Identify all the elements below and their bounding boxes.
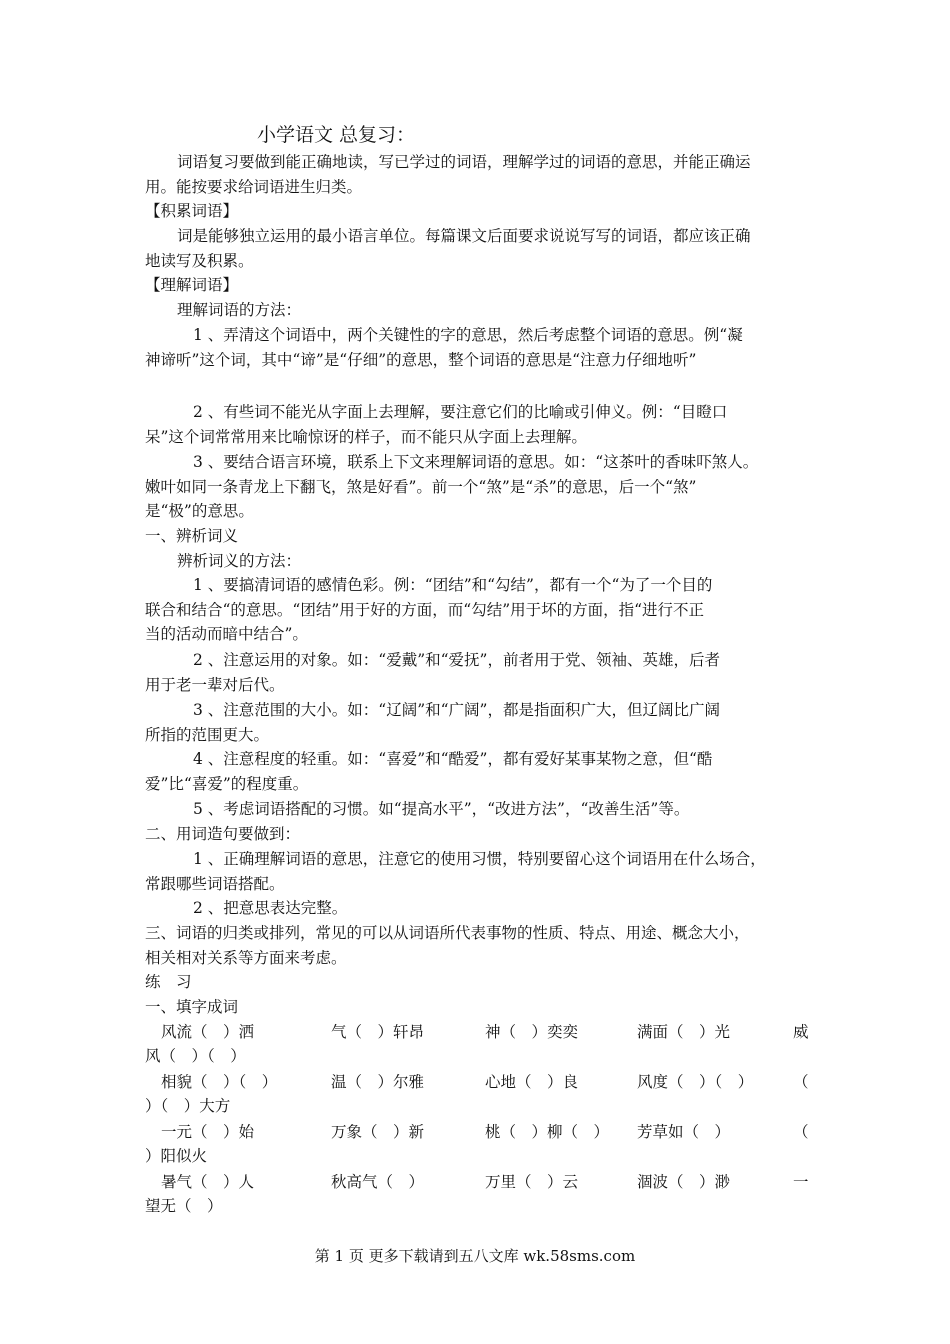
fill-item: 一: [793, 1173, 809, 1191]
fill-row-continuation: 望无（ ）: [145, 1197, 223, 1215]
fill-item: 满面（ ）光: [637, 1023, 731, 1041]
zaoju-item-line: 1 、正确理解词语的意思，注意它的使用习惯，特别要留心这个词语用在什么场合，: [193, 850, 766, 868]
fill-row: [145, 1170, 810, 1194]
lijie-item-1: [145, 323, 810, 372]
fill-item: （: [793, 1123, 809, 1141]
bianxi-item-line: 用于老一辈对后代。: [145, 675, 285, 694]
bianxi-item-line: 2 、注意运用的对象。如：“爱戴”和“爱抚”，前者用于党、领袖、英雄，后者: [193, 651, 720, 669]
lijie-item-line: 呆”这个词常常用来比喻惊讶的样子，而不能只从字面上去理解。: [145, 427, 587, 446]
bianxi-method: 辨析词义的方法：: [177, 552, 302, 570]
lijie-item-line: 3 、要结合语言环境，联系上下文来理解词语的意思。如：“这茶叶的香味吓煞人。: [193, 453, 759, 471]
bianxi-item-1: [145, 573, 810, 647]
fill-item: 秋高气（ ）: [331, 1173, 425, 1191]
zaoju-item-1: [145, 847, 810, 896]
lijie-item-line: 嫩叶如同一条青龙上下翻飞，煞是好看”。前一个“煞”是“杀”的意思，后一个“煞”: [145, 477, 697, 496]
bianxi-item-line: 联合和结合“的意思。“团结”用于好的方面，而“勾结”用于坏的方面，指“进行不正: [145, 600, 705, 619]
fill-item: 气（ ）轩昂: [331, 1023, 425, 1041]
fill-item: 神（ ）奕奕: [485, 1023, 579, 1041]
practice-heading: 练 习: [145, 973, 192, 991]
jilei-paragraph: [145, 224, 810, 273]
guilei-line: 三、词语的归类或排列，常见的可以从词语所代表事物的性质、特点、用途、概念大小，: [145, 924, 750, 942]
section-heading-zaoju: 二、用词造句要做到：: [145, 825, 301, 843]
fill-row-continuation: ）（ ）大方: [145, 1097, 231, 1115]
jilei-line: 词是能够独立运用的最小语言单位。每篇课文后面要求说说写写的词语，都应该正确: [177, 227, 751, 245]
fill-item: 风度（ ）（ ）: [637, 1073, 754, 1091]
lijie-item-line: 神谛听”这个词，其中“谛”是“仔细”的意思，整个词语的意思是“注意力仔细地听”: [145, 350, 697, 369]
guilei-paragraph: [145, 921, 810, 970]
fill-item: 心地（ ）良: [485, 1073, 579, 1091]
fill-row-continuation: 风（ ）（ ）: [145, 1047, 246, 1065]
fill-item: 风流（ ）洒: [161, 1023, 255, 1041]
fill-item: 威: [793, 1023, 809, 1041]
fill-row-continuation: ）阳似火: [145, 1147, 208, 1165]
bianxi-item-2: [145, 648, 810, 697]
lijie-item-line: 1 、弄清这个词语中，两个关键性的字的意思，然后考虑整个词语的意思。例“凝: [193, 326, 743, 344]
fill-item: 涸波（ ）渺: [637, 1173, 731, 1191]
intro-line: 用。能按要求给词语进生归类。: [145, 177, 363, 196]
bianxi-item-line: 当的活动而暗中结合”。: [145, 625, 308, 643]
bianxi-item-line: 爱”比“喜爱”的程度重。: [145, 774, 309, 793]
fill-item: 万象（ ）新: [331, 1123, 425, 1141]
fill-item: 芳草如（ ）: [637, 1123, 731, 1141]
fill-row: [145, 1020, 810, 1044]
section-heading-bianxi: 一、辨析词义: [145, 527, 239, 545]
bianxi-item-line: 3 、注意范围的大小。如：“辽阔”和“广阔”，都是指面积广大，但辽阔比广阔: [193, 701, 720, 719]
practice-subheading: 一、填字成词: [145, 998, 239, 1016]
fill-row: [145, 1120, 810, 1144]
section-heading-jilei: 【积累词语】: [145, 202, 239, 220]
page-footer: 第 1 页 更多下载请到五八文库 wk.58sms.com: [314, 1247, 636, 1265]
fill-item: 温（ ）尔雅: [331, 1073, 425, 1091]
lijie-item-3: [145, 450, 810, 524]
bianxi-item-line: 所指的范围更大。: [145, 725, 270, 744]
fill-row: [145, 1070, 810, 1094]
fill-item: 一元（ ）始: [161, 1123, 255, 1141]
bianxi-item-5: 5 、考虑词语搭配的习惯。如“提高水平”，“改进方法”，“改善生活”等。: [193, 800, 690, 818]
bianxi-item-line: 4 、注意程度的轻重。如：“喜爱”和“酷爱”，都有爱好某事某物之意，但“酷: [193, 750, 713, 768]
guilei-line: 相关相对关系等方面来考虑。: [145, 948, 347, 967]
lijie-item-line: 2 、有些词不能光从字面上去理解，要注意它们的比喻或引伸义。例：“目瞪口: [193, 403, 728, 421]
fill-item: 暑气（ ）人: [161, 1173, 255, 1191]
fill-item: 桃（ ）柳（ ）: [485, 1123, 610, 1141]
bianxi-item-3: [145, 698, 810, 747]
zaoju-item-line: 常跟哪些词语搭配。: [145, 874, 285, 893]
lijie-item-2: [145, 400, 810, 449]
fill-item: （: [793, 1073, 809, 1091]
lijie-method: 理解词语的方法：: [177, 301, 302, 319]
intro-line: 词语复习要做到能正确地读，写已学过的词语，理解学过的词语的意思，并能正确运: [177, 153, 751, 171]
lijie-item-line: 是“极”的意思。: [145, 502, 254, 520]
fill-item: 相貌（ ）（ ）: [161, 1073, 278, 1091]
jilei-line: 地读写及积累。: [145, 251, 254, 270]
intro-paragraph: [145, 150, 810, 199]
zaoju-item-2: 2 、把意思表达完整。: [193, 899, 348, 917]
fill-item: 万里（ ）云: [485, 1173, 579, 1191]
bianxi-item-4: [145, 747, 810, 796]
bianxi-item-line: 1 、要搞清词语的感情色彩。例：“团结”和“勾结”，都有一个“为了一个目的: [193, 576, 713, 594]
page-title: 小学语文 总复习：: [257, 124, 416, 146]
section-heading-lijie: 【理解词语】: [145, 276, 239, 294]
